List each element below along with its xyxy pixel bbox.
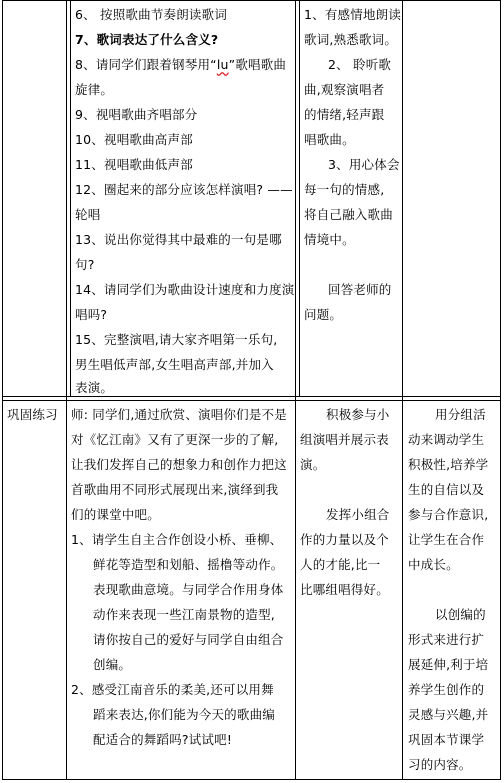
lower-line-1: 师: 同学们,通过欣赏、演唱你们是不是: [71, 407, 287, 422]
lower-line-10: 请你按自己的爱好与同学自由组合: [93, 632, 284, 647]
upper-student-line-6: 唱歌曲。: [304, 132, 355, 147]
lower-intent-line-12: 灵感与兴趣,并: [408, 707, 489, 722]
lower-intent-line-10: 展延伸,利于培: [408, 657, 489, 672]
table-border-left: [2, 0, 3, 780]
upper-line-1: 6、 按照歌曲节奏朗读歌词: [75, 7, 228, 22]
upper-student-line-2: 歌词,熟悉歌词。: [304, 32, 398, 47]
upper-line-4: 旋律。: [75, 82, 114, 97]
upper-line-16: 表演。: [75, 380, 114, 395]
table-divider-col2: [295, 0, 296, 780]
upper-student-line-9: 将自己融入歌曲: [304, 207, 393, 222]
lower-intent-line-1: 用分组活: [435, 407, 486, 422]
upper-line-15: 男生唱低声部,女生唱高声部,并加入: [75, 357, 274, 372]
lower-line-4: 首歌曲用不同形式展现出来,演绎到我: [71, 482, 279, 497]
lower-intent-line-8: 以创编的: [435, 607, 486, 622]
lower-student-line-2: 组演唱并展示表: [300, 432, 389, 447]
upper-line-3: 8、请同学们跟着钢琴用“lu”歌唱歌曲: [75, 57, 287, 72]
lower-line-9: 动作来表现一些江南景物的造型,: [93, 607, 275, 622]
upper-line-2: 7、歌词表达了什么含义?: [75, 32, 219, 47]
lower-line-6: 1、请学生自主合作创设小桥、垂柳、: [71, 532, 283, 547]
lower-line-13: 蹈来表达,你们能为今天的歌曲编: [93, 707, 275, 722]
upper-student-line-4: 曲,观察演唱者: [304, 82, 385, 97]
upper-line-9: 轮唱: [75, 207, 101, 222]
table-inner-mid: [299, 0, 300, 396]
lower-line-7: 鲜花等造型和划船、摇橹等动作。: [93, 557, 284, 572]
upper-student-line-3: 2、 聆听歌: [328, 57, 392, 72]
upper-line-6: 10、视唱歌曲高声部: [75, 132, 193, 147]
table-border-bottom: [2, 779, 501, 780]
table-divider-col3: [402, 0, 403, 780]
table-divider-col1: [66, 0, 67, 780]
lower-intent-line-14: 习的内容。: [408, 757, 472, 772]
lower-line-12: 2、感受江南音乐的柔美,还可以用舞: [71, 682, 274, 697]
lower-student-line-4: 发挥小组合: [326, 507, 390, 522]
upper-student-line-12: 问题。: [304, 307, 343, 322]
lower-student-line-3: 演。: [300, 457, 326, 472]
upper-line-11: 句?: [75, 257, 95, 272]
lower-intent-line-4: 生的自信以及: [408, 482, 485, 497]
table-border-top: [2, 0, 501, 1]
upper-line-12: 14、请同学们为歌曲设计速度和力度演: [75, 282, 295, 297]
upper-line-5: 9、视唱歌曲齐唱部分: [75, 107, 198, 122]
table-row-divider: [2, 396, 501, 397]
lower-student-line-7: 比哪组唱得好。: [300, 582, 389, 597]
upper-line-10: 13、说出你觉得其中最难的一句是哪: [75, 232, 282, 247]
lower-line-3: 让我们发挥自己的想象力和创作力把这: [71, 457, 287, 472]
lower-intent-line-3: 积极性,培养学: [408, 457, 489, 472]
upper-student-line-11: 回答老师的: [328, 282, 392, 297]
table-inner-left: [70, 0, 71, 396]
lu-syllable: lu: [216, 57, 229, 72]
upper-line-7: 11、视唱歌曲低声部: [75, 157, 193, 172]
lower-line-5: 们的课堂中吧。: [71, 507, 160, 522]
lower-intent-line-5: 参与合作意识,: [408, 507, 489, 522]
lower-line-11: 创编。: [93, 657, 132, 672]
lower-line-14: 配适合的舞蹈吗?试试吧!: [93, 732, 233, 747]
upper-student-line-7: 3、用心体会: [328, 157, 400, 172]
section-label: 巩固练习: [7, 407, 58, 422]
upper-student-line-1: 1、有感情地朗读: [304, 7, 402, 22]
lower-line-8: 表现歌曲意境。与同学合作用身体: [93, 582, 284, 597]
table-border-right: [500, 0, 501, 780]
upper-student-line-10: 情境中。: [304, 232, 355, 247]
table-row-divider-inner: [2, 400, 501, 401]
lower-intent-line-2: 动来调动学生: [408, 432, 485, 447]
lower-student-line-6: 人的才能,比一: [300, 557, 381, 572]
upper-student-line-5: 的情绪,轻声跟: [304, 107, 385, 122]
lower-student-line-1: 积极参与小: [326, 407, 390, 422]
lower-student-line-5: 作的力量以及个: [300, 532, 389, 547]
lower-intent-line-7: 中成长。: [408, 557, 459, 572]
lower-intent-line-13: 巩固本节课学: [408, 732, 485, 747]
lower-line-2: 对《忆江南》又有了更深一步的了解,: [71, 432, 279, 447]
upper-line-14: 15、完整演唱,请大家齐唱第一乐句,: [75, 332, 278, 347]
upper-line-8: 12、圈起来的部分应该怎样演唱? ——: [75, 182, 293, 197]
upper-line-13: 唱吗?: [75, 307, 108, 322]
lower-intent-line-11: 养学生创作的: [408, 682, 485, 697]
upper-student-line-8: 每一句的情感,: [304, 182, 385, 197]
lower-intent-line-6: 让学生在合作: [408, 532, 485, 547]
lower-intent-line-9: 形式来进行扩: [408, 632, 485, 647]
